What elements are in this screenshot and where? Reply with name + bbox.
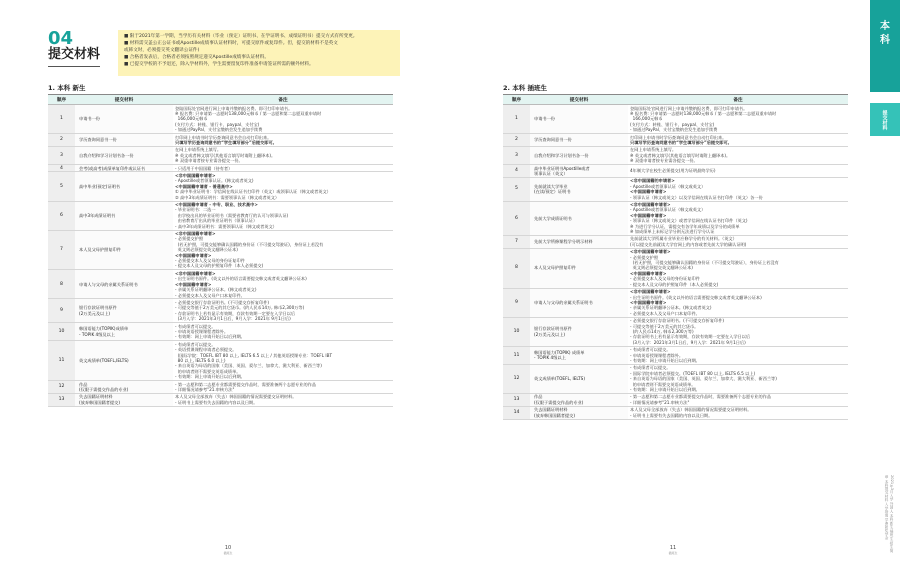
row-number: 13: [503, 393, 530, 406]
note-line: - 必须提交本人及父母户口本复印件。: [175, 292, 245, 298]
note-line: - 申请英语授课课程者除外。: [175, 328, 229, 334]
row-number: 11: [503, 346, 530, 364]
document-note: [628, 134, 848, 147]
note-line: - 必须提交本人及父母户口本复印件。: [630, 310, 700, 316]
note-line: <中国国籍申请者>: [630, 189, 667, 195]
note-line: 166,000元韩币: [175, 116, 208, 122]
table-row: [503, 317, 848, 346]
note-line: - Apostille或者领事认证。(韩文或者英文): [175, 178, 254, 184]
note-line: <非中国国籍申请者>: [175, 270, 216, 276]
note-line: 登陆国际处官网进行网上申请并缴纳报名费，即可打印申请书。: [630, 105, 748, 111]
section-title-freshman: 1. 本科 新生: [48, 84, 86, 92]
col-header-note: 备注: [628, 95, 848, 105]
document-name: 本人及父母护照复印件: [75, 230, 173, 270]
page-footer-left-label: 插班生: [223, 551, 233, 555]
row-number: 5: [503, 177, 530, 201]
note-line: 4年制大学在校生必须提交(用为证明最终学历): [630, 168, 716, 174]
note-line: - 英语授课课程申请者必须提交。: [175, 347, 237, 353]
note-line: <中国国籍申请者>: [175, 252, 212, 258]
note-line: - 亲属关系证明翻译公证本。(韩文或者英文): [630, 305, 712, 311]
table-row: [503, 393, 848, 406]
note-line: - 出生证明书原件。(英文以外的语言需要提交韩文或者英文翻译公证本): [175, 276, 307, 282]
row-number: 9: [48, 299, 75, 323]
note-line: - 领事认证（韩文或英文）或者学信网在线认证书打印件（英文): [630, 218, 748, 224]
note-line: - Apostille或者领事认证（韩文或英文）: [630, 207, 706, 213]
document-name: 申请人与父母的亲属关系证明书: [530, 288, 628, 317]
note-line: <中国国籍申请者>: [630, 270, 667, 276]
document-name: 申请书一份: [75, 105, 173, 134]
table-row: [48, 172, 393, 201]
table-row: [503, 165, 848, 178]
document-note: [173, 134, 393, 147]
document-note: [173, 299, 393, 323]
document-name: 高中3年成绩证明书: [75, 201, 173, 230]
note-line: 166,000元韩币: [630, 116, 663, 122]
document-note: [628, 393, 848, 406]
note-line: - 申请英语授课课程者除外。: [630, 352, 684, 358]
note-line: <非中国国籍申请者>: [630, 202, 671, 207]
note-line: - 如通过PayPal、支付宝缴纳会发生追加手续费: [175, 127, 263, 133]
table-row: [503, 346, 848, 364]
note-line: - 第一志愿和第二志愿专业都需要提交作品时，需要准备两个志愿专业的作品: [175, 381, 317, 387]
table-row: [503, 201, 848, 235]
note-line: - 高中3年成绩证明书：需要领事认证（韩文或者英文）: [175, 223, 277, 229]
document-name: 会考(或高考)成绩单复印件或认证书: [75, 165, 173, 172]
notice-item: ■ 材料需交盖公正公证书或Apostille成绩事认证材料时，可提交原件或复印件。但，提交的材料不是英文: [124, 41, 338, 46]
page-number-left-value: 10: [224, 545, 232, 551]
document-note: [628, 177, 848, 201]
note-line: - 有成绩者可以提交。: [175, 341, 216, 347]
document-note: [173, 105, 393, 134]
document-name: 作品 (仅限于需提交作品的专业): [75, 381, 173, 394]
table-row: [503, 146, 848, 164]
document-note: [628, 346, 848, 364]
row-number: 3: [48, 146, 75, 164]
section-title-transfer: 2. 本科 插班生: [503, 84, 548, 92]
row-number: 11: [48, 341, 75, 381]
document-note: [173, 341, 393, 381]
note-line: 本人及父母全部放弃（失去）韩国国籍的情况需要提交证明材料。: [175, 394, 297, 400]
row-number: 2: [48, 134, 75, 147]
document-note: [173, 165, 393, 172]
document-name: 申请书一份: [530, 105, 628, 134]
note-line: - 必须提交护照: [175, 236, 203, 242]
page-number-right: [658, 545, 688, 555]
col-header-doc: 提交材料: [530, 95, 628, 105]
note-line: ① 高中毕业证明书：学信网在线认证书打印件（英文）或领事认证（韩文或者英文）: [175, 189, 331, 195]
notice-item: 或韩文时，必须提交英文翻译公证件): [124, 48, 200, 53]
note-line: <非中国国籍的申请者>: [630, 178, 675, 184]
row-number: 2: [503, 134, 530, 147]
note-line: 英文则必须提交英文翻译公证本): [630, 265, 693, 271]
side-tab-undergrad[interactable]: 本 科: [870, 0, 900, 92]
table-row: [48, 165, 393, 172]
note-line: <中国国籍申请者>: [630, 299, 667, 305]
document-name: 高中毕业证明书Apostille或者 领事认证（英文）: [530, 165, 628, 178]
note-line: (若无护照，可提交能够确认国籍的身份证（不可提交驾驶证），身份证上若没有: [630, 260, 779, 266]
document-name: 韩国语能力(TOPIK)成绩单 - TOPIK 4级及以上: [75, 323, 173, 341]
row-number: 12: [48, 381, 75, 394]
note-line: 只填写学历查询同意书的“学生填写部分”后提交即可。: [630, 139, 732, 145]
note-line: - 有效期：网上申请开始日以后到期。: [630, 357, 700, 363]
side-tab-documents[interactable]: 提交材料: [870, 103, 900, 136]
note-line: - 如通过PayPal、支付宝缴纳会发生追加手续费: [630, 127, 718, 133]
note-line: - 证明书上需要有失去国籍的内容以及日期。: [630, 412, 713, 418]
table-row: [48, 341, 393, 381]
table-row: [48, 146, 393, 164]
document-name: 学历查询同意书一份: [530, 134, 628, 147]
note-line: 登陆国际处官网进行网上申请并缴纳报名费。即可打印申请书。: [175, 105, 293, 111]
row-number: 7: [503, 235, 530, 248]
note-line: - 必须提交本人及父母的身份证复印件: [630, 276, 700, 282]
document-name: 银行存款证明书原件 (2万美元及以上): [75, 299, 173, 323]
document-note: [173, 201, 393, 230]
note-line: 由省教育厅出具的毕业证明书（领事认证）: [175, 218, 258, 224]
row-number: 9: [503, 288, 530, 317]
note-line: ※ 英文或者韩文填写(其他语言填写时请附上翻译本)。: [175, 152, 276, 158]
table-row: [48, 105, 393, 134]
note-line: (支付方式：转账、银行卡、paypal、支付宝): [175, 121, 260, 127]
document-note: [628, 317, 848, 346]
note-line: (支付方式：转账、银行卡、paypal、支付宝): [630, 121, 715, 127]
table-row: [503, 105, 848, 134]
note-line: - 有效期：网上申请开始日以后到期。: [630, 387, 700, 392]
row-number: 8: [503, 248, 530, 288]
row-number: 5: [48, 172, 75, 201]
note-line: <中国国籍申请者 - 中专、职业、技术高中>: [175, 202, 258, 207]
note-line: - 第一志愿和第二志愿专业都需要提交作品时，需要准备两个志愿专业的作品: [630, 394, 772, 400]
freshman-table: [48, 94, 393, 407]
note-line: <非中国国籍申请者>: [630, 249, 671, 255]
table-row: [48, 393, 393, 406]
row-number: 12: [503, 364, 530, 393]
row-number: 6: [503, 201, 530, 235]
note-line: 的申请者则不需要交英语成绩单。: [175, 368, 241, 374]
table-row: [503, 364, 848, 393]
note-line: - 提交本人及父母的护照复印件（本人必须提交): [630, 281, 719, 287]
note-line: ※ 报名费: 只申请第一志愿时138,000元韩币 / 第一志愿和第二志愿双重申请时: [630, 110, 777, 116]
note-line: - 只适用于中国国籍（待有者）: [175, 165, 233, 171]
note-line: (3月入学：2021年3月1日后，9月入学：2021年 9月1日后): [175, 316, 291, 322]
document-note: [173, 270, 393, 299]
row-number: 10: [503, 317, 530, 346]
note-line: - 有效期：网上申请开始日以后到期。: [175, 374, 245, 380]
col-header-no: 顺序: [503, 95, 530, 105]
note-line: - 可提交等值于2万美元的其它货币。(约人民币14万, 韩币2,300万等): [175, 305, 305, 311]
document-note: [628, 146, 848, 164]
note-line: ※ 双重申请者按专业需各提交一份。: [630, 158, 698, 164]
table-row: [48, 230, 393, 270]
row-number: 1: [503, 105, 530, 134]
document-name: 本人及父母护照复印件: [530, 248, 628, 288]
document-note: [173, 146, 393, 164]
note-line: - 有成绩者可以提交。: [175, 323, 216, 329]
table-row: [48, 323, 393, 341]
table-row: [503, 288, 848, 317]
notice-item: ■ 限于2021年第一学期，当学历有关材料（毕业（预定）证明书、在学证明书、成绩证明书）提交方式有所变更。: [124, 34, 358, 39]
document-note: [173, 230, 393, 270]
document-note: [173, 381, 393, 394]
note-line: - 存款证明书上若有显示有效期，存款有效期一定要在入学日以后: [630, 334, 751, 340]
note-line: (国际学院：TOEFL IBT 80 以上, IELTS 6.5 以上 / 其他英语授课专业：TOEFL IBT: [175, 352, 333, 358]
document-note: [628, 364, 848, 393]
document-name: 作品 (仅限于需提交作品的专业): [530, 393, 628, 406]
table-row: [503, 248, 848, 288]
table-row: [48, 381, 393, 394]
chapter-title: 提交材料: [48, 47, 101, 62]
note-line: ※ 报名费: 只申请第一志愿时138,000元韩币 / 第一志愿和第二志愿双重申请时: [175, 110, 322, 116]
side-vertical-text: 2021年3月入学 外国人 本科新生·插班生 招生简章 本科提交材料 入学指南 学费和奖学金: [885, 475, 894, 553]
note-line: - Apostille或者领事认证（韩文或英文）: [630, 183, 706, 189]
note-line: - 有成绩者可以提交。: [630, 365, 671, 371]
note-line: 英文则必须提交英文翻译公证本): [175, 247, 238, 253]
document-name: 英文成绩单(TOEFL,IELTS): [75, 341, 173, 381]
note-line: 在网上申请系统上填写。: [630, 147, 677, 153]
note-line: - 必须提交本人及父母的身份证复印件: [175, 258, 245, 264]
note-line: - 证明书上需要有失去国籍的内容以及日期。: [175, 399, 258, 405]
note-line: <非中国国籍申请者>: [630, 289, 671, 295]
transfer-table: [503, 94, 848, 420]
note-line: - 提交本人及父母的护照复印件（本人必须提交): [175, 263, 264, 269]
row-number: 7: [48, 230, 75, 270]
note-line: - 详细情况请参考"21.审核方法": [630, 399, 690, 405]
note-line: - 领事认证（韩文或英文）以及学信网在线认证书打印件（英文）各一份: [630, 194, 763, 200]
document-name: 失去国籍证明材料 (放弃韩国国籍者提交): [530, 406, 628, 419]
row-number: 4: [48, 165, 75, 172]
note-line: <非中国国籍申请者>: [175, 172, 216, 178]
row-number: 3: [503, 146, 530, 164]
document-name: 自我介绍和学习计划书各一份: [75, 146, 173, 164]
note-line: 的申请者则不需要交英语成绩单。: [630, 381, 696, 387]
document-note: [628, 235, 848, 248]
notice-item: ■ 合格者发表后，合格者必须按照规定递交Apostille成绩事认证材料。: [124, 55, 269, 60]
note-line: (可以提交先前就读大学官网上的内容或者先前大学的确认证明): [630, 241, 747, 247]
note-line: 先前就读大学所属专业毕业应修学分的有关材料。（英文）: [630, 236, 737, 242]
note-line: - 必须提交护照: [630, 254, 658, 260]
table-row: [503, 235, 848, 248]
col-header-note: 备注: [173, 95, 393, 105]
row-number: 4: [503, 165, 530, 178]
document-note: [173, 323, 393, 341]
row-number: 13: [48, 393, 75, 406]
chapter-rule: [48, 66, 100, 67]
document-name: 失去国籍证明材料 (放弃韩国国籍者提交): [75, 393, 173, 406]
col-header-no: 顺序: [48, 95, 75, 105]
document-name: 自我介绍和学习计划书各一份: [530, 146, 628, 164]
document-name: 申请人与父母的亲属关系证明书: [75, 270, 173, 299]
note-line: 只填写学历查询同意书的“学生填写部分”后提交即可。: [175, 139, 277, 145]
document-note: [628, 248, 848, 288]
document-name: 先前就读大学毕业 (在读/预定）证明书: [530, 177, 628, 201]
document-name: 韩国语能力(TOPIK) 成绩单 - TOPIK 4级以上: [530, 346, 628, 364]
row-number: 14: [503, 406, 530, 419]
table-row: [503, 406, 848, 419]
document-note: [628, 406, 848, 419]
document-name: 先前大学成绩证明书: [530, 201, 628, 235]
row-number: 6: [48, 201, 75, 230]
document-note: [628, 105, 848, 134]
note-line: <非中国国籍申请者>: [175, 231, 216, 237]
note-line: ※ 英文或者韩文填写(其他语言填写时请附上翻译本)。: [630, 152, 731, 158]
note-line: (约人民币14万, 韩币2,300万等): [630, 328, 694, 334]
note-line: <中国国籍申请者>: [175, 281, 212, 287]
document-note: [628, 288, 848, 317]
document-note: [173, 393, 393, 406]
note-line: - 出生证明书原件。(英文以外的语言需要提交韩文或者英文翻译公证本): [630, 294, 762, 300]
note-line: <中国国籍申请者 - 普通高中>: [175, 183, 233, 189]
note-line: 打印网上申请书时学历查询同意书会自动打印出来。: [630, 134, 727, 140]
note-line: - 有成绩者可以提交。: [630, 347, 671, 353]
document-name: 先前大学所修课程学分明示材料: [530, 235, 628, 248]
note-line: 在网上申请系统上填写。: [175, 147, 222, 153]
document-name: 英文成绩单(TOEFL, IELTS): [530, 364, 628, 393]
note-line: - 来自英语为母语的国家（美国、英国、爱尔兰、加拿大、澳大利亚、新西兰等): [630, 376, 777, 382]
note-line: (3月入学：2021年3月1日后，9月入学：2021年 9月1日后): [630, 339, 746, 345]
table-row: [48, 201, 393, 230]
notice-item: ■ 已提交学校的不予退还，除入学材料外，学生需要留复印件准备申请签证所需的额外材料。: [124, 62, 314, 67]
note-line: - 必须提交银行存款证明书。(不可提交存折复印件): [175, 299, 270, 305]
table-row: [503, 177, 848, 201]
table-row: [48, 134, 393, 147]
note-line: - 来自英语为母语的国家（美国、英国、爱尔兰、加拿大、澳大利亚、新西兰等): [175, 363, 322, 369]
note-line: 由学校出具的毕业证明书（需要省教育厅的认可与领事认证): [175, 212, 289, 218]
notice-box: [118, 30, 400, 76]
chapter-number: 04: [48, 28, 74, 49]
page-number-left: [213, 545, 243, 555]
row-number: 1: [48, 105, 75, 134]
note-line: <中国国籍申请者>: [630, 212, 667, 218]
note-line: 打印网上申请书时学历查询同意书会自动打印出来。: [175, 134, 272, 140]
note-line: - 详细情况请参考"21.审核方法": [175, 387, 235, 392]
document-note: [628, 201, 848, 235]
page-number-right-value: 11: [669, 545, 677, 551]
row-number: 10: [48, 323, 75, 341]
note-line: - 亲属关系证明翻译公证本。(韩文或者英文): [175, 287, 257, 293]
page-footer-right-label: 插班生: [668, 551, 678, 555]
row-number: 8: [48, 270, 75, 299]
note-line: - 国际学院申请者必须提交。(TOEFL IBT 80 以上, IELTS 6.5 以上): [630, 370, 756, 376]
document-name: 银行存款证明书原件 (2万美元及以上): [530, 317, 628, 346]
note-line: ※ 为进行学分认证，需提交有各学年成绩以及学分的成绩单: [630, 223, 740, 229]
note-line: - 存款证明书上若有显示有效期，存款有效期一定要在入学日以后: [175, 310, 296, 316]
table-row: [48, 299, 393, 323]
document-name: 高中毕业(预定)证明书: [75, 172, 173, 201]
table-row: [48, 270, 393, 299]
note-line: ※ 如成绩单上未标记学分则无法进行学分认证: [630, 229, 715, 235]
document-note: [173, 172, 393, 201]
table-row: [503, 134, 848, 147]
note-line: 80 以上, IELTS 6.0 以上): [175, 357, 226, 363]
document-name: 学历查询同意书一份: [75, 134, 173, 147]
note-line: ※ 双重申请者按专业需各提交一份。: [175, 158, 243, 164]
col-header-doc: 提交材料: [75, 95, 173, 105]
note-line: - 必须提交银行存款证明书。(不可提交存折复印件): [630, 318, 725, 324]
document-note: [628, 165, 848, 178]
note-line: - 有效期：网上申请开始日以后到期。: [175, 334, 245, 340]
note-line: - 可提交等值于2万美元的其它货币。: [630, 323, 699, 329]
note-line: (若无护照，可提交能够确认国籍的身份证（不可提交驾驶证)，身份证上若没有: [175, 241, 324, 247]
note-line: 本人及父母全部放弃（失去）韩国国籍的情况需要提交证明材料。: [630, 407, 752, 413]
note-line: ② 高中3年成绩证明书：需要领事认证（韩文或者英文）: [175, 194, 280, 200]
note-line: - 毕业证明书：二选一: [175, 207, 216, 213]
